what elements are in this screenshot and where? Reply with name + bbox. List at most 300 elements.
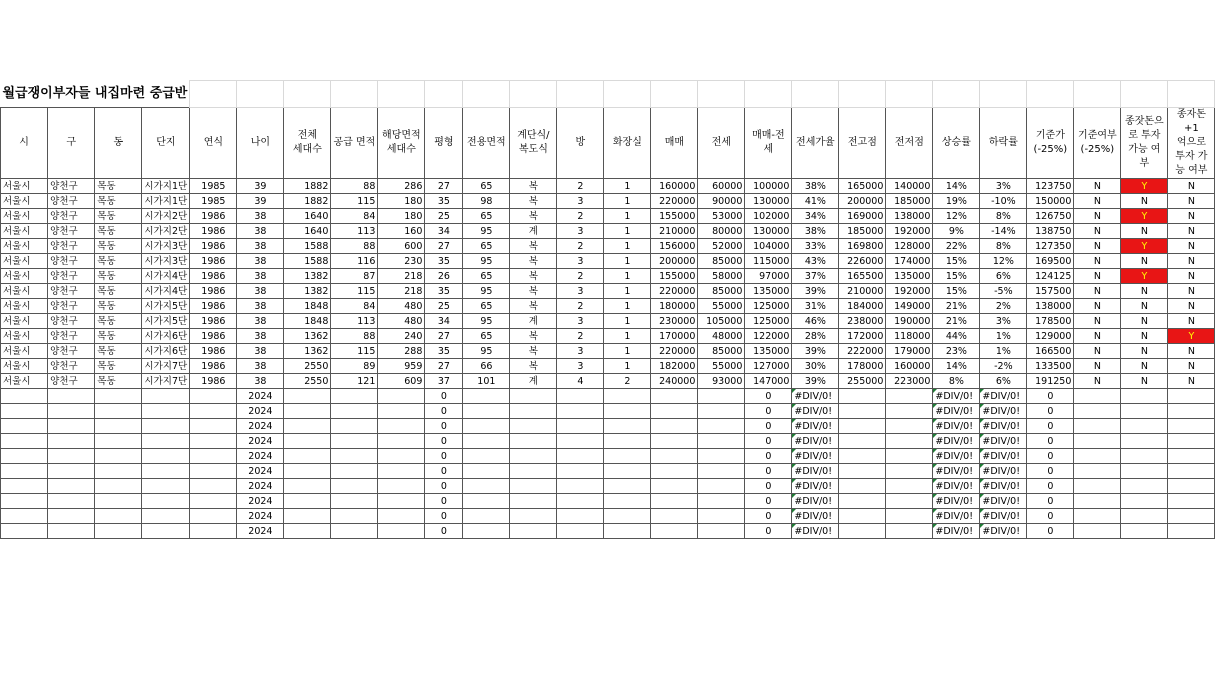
column-header[interactable]: 전저점 (886, 108, 933, 179)
cell[interactable]: 138000 (1027, 299, 1074, 314)
cell[interactable]: #DIV/0! (792, 419, 839, 434)
cell[interactable]: 220000 (651, 284, 698, 299)
cell[interactable]: 1 (604, 194, 651, 209)
cell[interactable] (1074, 419, 1121, 434)
cell[interactable] (1121, 449, 1168, 464)
cell[interactable] (886, 389, 933, 404)
cell[interactable]: N (1168, 284, 1215, 299)
cell[interactable] (142, 434, 190, 449)
cell[interactable] (1, 464, 48, 479)
cell[interactable]: 87 (331, 269, 378, 284)
cell[interactable]: 1362 (284, 344, 331, 359)
cell[interactable]: N (1121, 299, 1168, 314)
cell[interactable]: N (1074, 284, 1121, 299)
cell[interactable]: #DIV/0! (933, 419, 980, 434)
cell[interactable]: 2 (557, 329, 604, 344)
cell[interactable] (463, 524, 510, 539)
cell[interactable]: 1% (980, 344, 1027, 359)
cell[interactable]: 25 (425, 299, 463, 314)
cell[interactable]: 1986 (190, 299, 237, 314)
cell[interactable] (1168, 404, 1215, 419)
cell[interactable] (378, 389, 425, 404)
cell[interactable]: N (1074, 374, 1121, 389)
cell[interactable]: 0 (745, 404, 792, 419)
cell[interactable] (510, 509, 557, 524)
cell[interactable]: 0 (1027, 419, 1074, 434)
column-header[interactable]: 전세가율 (792, 108, 839, 179)
cell[interactable]: 218 (378, 269, 425, 284)
cell[interactable]: #DIV/0! (980, 434, 1027, 449)
cell[interactable] (651, 404, 698, 419)
cell[interactable]: 0 (1027, 494, 1074, 509)
cell[interactable]: 1986 (190, 284, 237, 299)
cell[interactable]: 255000 (839, 374, 886, 389)
cell[interactable] (1, 404, 48, 419)
cell[interactable] (886, 419, 933, 434)
cell[interactable]: 12% (933, 209, 980, 224)
cell[interactable]: N (1121, 359, 1168, 374)
cell[interactable] (1, 524, 48, 539)
cell[interactable]: 1986 (190, 344, 237, 359)
cell[interactable]: 계 (510, 224, 557, 239)
cell[interactable]: 복 (510, 194, 557, 209)
cell[interactable] (1168, 524, 1215, 539)
cell[interactable]: #DIV/0! (792, 509, 839, 524)
cell[interactable]: 서울시 (1, 344, 48, 359)
cell[interactable] (839, 389, 886, 404)
cell[interactable]: N (1121, 224, 1168, 239)
cell[interactable]: 60000 (698, 179, 745, 194)
column-header[interactable]: 평형 (425, 108, 463, 179)
cell[interactable] (1168, 389, 1215, 404)
cell[interactable] (651, 419, 698, 434)
cell[interactable]: 33% (792, 239, 839, 254)
cell[interactable]: 8% (980, 239, 1027, 254)
cell[interactable] (190, 449, 237, 464)
cell[interactable]: 34% (792, 209, 839, 224)
cell[interactable] (48, 419, 95, 434)
cell[interactable]: 0 (425, 419, 463, 434)
cell[interactable]: 0 (745, 509, 792, 524)
cell[interactable]: N (1168, 239, 1215, 254)
cell[interactable]: N (1074, 359, 1121, 374)
cell[interactable]: 0 (1027, 389, 1074, 404)
cell[interactable] (557, 404, 604, 419)
cell[interactable]: 37% (792, 269, 839, 284)
cell[interactable]: 38 (237, 344, 284, 359)
cell[interactable] (331, 434, 378, 449)
cell[interactable]: 55000 (698, 359, 745, 374)
cell[interactable]: 155000 (651, 209, 698, 224)
cell[interactable]: 0 (745, 524, 792, 539)
cell[interactable] (839, 524, 886, 539)
column-header[interactable]: 종잣돈으 로 투자 가능 여 부 (1121, 108, 1168, 179)
cell[interactable]: 1882 (284, 179, 331, 194)
column-header[interactable]: 매매 (651, 108, 698, 179)
cell[interactable]: 182000 (651, 359, 698, 374)
cell[interactable] (886, 509, 933, 524)
cell[interactable]: 35 (425, 194, 463, 209)
cell[interactable]: 서울시 (1, 299, 48, 314)
cell[interactable]: 3 (557, 344, 604, 359)
cell[interactable]: 0 (1027, 404, 1074, 419)
cell[interactable]: 2024 (237, 449, 284, 464)
cell[interactable]: 115 (331, 344, 378, 359)
cell[interactable] (698, 479, 745, 494)
cell[interactable]: 191250 (1027, 374, 1074, 389)
cell[interactable] (698, 494, 745, 509)
cell[interactable]: 38 (237, 209, 284, 224)
cell[interactable]: #DIV/0! (933, 524, 980, 539)
cell[interactable] (698, 419, 745, 434)
cell[interactable]: #DIV/0! (980, 464, 1027, 479)
cell[interactable]: #DIV/0! (792, 479, 839, 494)
cell[interactable] (698, 404, 745, 419)
cell[interactable]: 138000 (886, 209, 933, 224)
cell[interactable]: 157500 (1027, 284, 1074, 299)
cell[interactable]: 1 (604, 299, 651, 314)
cell[interactable]: N (1168, 254, 1215, 269)
cell[interactable]: 125000 (745, 314, 792, 329)
cell[interactable] (190, 404, 237, 419)
cell[interactable] (284, 389, 331, 404)
cell[interactable]: 192000 (886, 224, 933, 239)
cell[interactable]: 147000 (745, 374, 792, 389)
cell[interactable] (331, 419, 378, 434)
cell[interactable] (510, 449, 557, 464)
cell[interactable]: 53000 (698, 209, 745, 224)
cell[interactable]: #DIV/0! (980, 479, 1027, 494)
cell[interactable]: 0 (745, 479, 792, 494)
cell[interactable]: 21% (933, 314, 980, 329)
cell[interactable]: 4 (557, 374, 604, 389)
cell[interactable]: N (1121, 344, 1168, 359)
cell[interactable] (1074, 434, 1121, 449)
cell[interactable] (557, 494, 604, 509)
cell[interactable]: 180 (378, 194, 425, 209)
cell[interactable]: 127000 (745, 359, 792, 374)
cell[interactable]: 양천구 (48, 374, 95, 389)
cell[interactable]: 95 (463, 344, 510, 359)
cell[interactable]: 양천구 (48, 224, 95, 239)
cell[interactable]: 양천구 (48, 194, 95, 209)
cell[interactable]: 복 (510, 179, 557, 194)
cell[interactable]: 서울시 (1, 314, 48, 329)
cell[interactable]: 125000 (745, 299, 792, 314)
cell[interactable] (284, 464, 331, 479)
sheet-title[interactable]: 월급쟁이부자들 내집마련 중급반 (2, 86, 188, 102)
cell[interactable]: 27 (425, 359, 463, 374)
cell[interactable]: 169000 (839, 209, 886, 224)
cell[interactable] (604, 449, 651, 464)
cell[interactable]: 27 (425, 239, 463, 254)
cell[interactable] (48, 524, 95, 539)
cell[interactable]: 목동 (95, 284, 142, 299)
cell[interactable]: 39% (792, 344, 839, 359)
column-header[interactable]: 전세 (698, 108, 745, 179)
cell[interactable]: 52000 (698, 239, 745, 254)
cell[interactable]: Y (1121, 209, 1168, 224)
column-header[interactable]: 기준가 (-25%) (1027, 108, 1074, 179)
cell[interactable] (463, 434, 510, 449)
cell[interactable]: 184000 (839, 299, 886, 314)
cell[interactable]: 2024 (237, 389, 284, 404)
cell[interactable] (95, 449, 142, 464)
cell[interactable] (378, 479, 425, 494)
cell[interactable]: -5% (980, 284, 1027, 299)
cell[interactable]: 58000 (698, 269, 745, 284)
cell[interactable]: 288 (378, 344, 425, 359)
cell[interactable] (510, 404, 557, 419)
cell[interactable] (331, 389, 378, 404)
cell[interactable]: 양천구 (48, 344, 95, 359)
cell[interactable] (651, 494, 698, 509)
cell[interactable] (839, 509, 886, 524)
cell[interactable] (1121, 509, 1168, 524)
cell[interactable]: 목동 (95, 359, 142, 374)
cell[interactable]: #DIV/0! (933, 494, 980, 509)
cell[interactable]: 135000 (745, 284, 792, 299)
cell[interactable]: 복 (510, 284, 557, 299)
cell[interactable]: 98 (463, 194, 510, 209)
cell[interactable]: N (1074, 179, 1121, 194)
cell[interactable]: 210000 (839, 284, 886, 299)
cell[interactable] (190, 509, 237, 524)
cell[interactable]: 1382 (284, 284, 331, 299)
cell[interactable]: 101 (463, 374, 510, 389)
cell[interactable] (48, 464, 95, 479)
cell[interactable]: 1 (604, 254, 651, 269)
cell[interactable]: 8% (980, 209, 1027, 224)
cell[interactable]: #DIV/0! (792, 494, 839, 509)
cell[interactable] (651, 449, 698, 464)
cell[interactable]: 0 (1027, 464, 1074, 479)
cell[interactable]: -10% (980, 194, 1027, 209)
column-header[interactable]: 화장실 (604, 108, 651, 179)
cell[interactable]: 65 (463, 269, 510, 284)
cell[interactable]: 시가지7단 (142, 374, 190, 389)
cell[interactable]: 84 (331, 299, 378, 314)
cell[interactable]: 복 (510, 329, 557, 344)
column-header[interactable]: 전용면적 (463, 108, 510, 179)
cell[interactable]: 37 (425, 374, 463, 389)
cell[interactable] (331, 464, 378, 479)
cell[interactable]: 25 (425, 209, 463, 224)
cell[interactable]: 목동 (95, 239, 142, 254)
cell[interactable] (604, 524, 651, 539)
cell[interactable]: #DIV/0! (933, 509, 980, 524)
cell[interactable]: 113 (331, 314, 378, 329)
cell[interactable]: 38% (792, 224, 839, 239)
cell[interactable]: 1848 (284, 299, 331, 314)
cell[interactable]: 123750 (1027, 179, 1074, 194)
cell[interactable] (1074, 494, 1121, 509)
cell[interactable] (510, 494, 557, 509)
cell[interactable] (698, 464, 745, 479)
column-header[interactable]: 나이 (237, 108, 284, 179)
cell[interactable]: 2550 (284, 359, 331, 374)
cell[interactable]: 0 (745, 449, 792, 464)
cell[interactable]: 0 (1027, 509, 1074, 524)
cell[interactable]: 178500 (1027, 314, 1074, 329)
cell[interactable]: 2 (557, 239, 604, 254)
cell[interactable]: 190000 (886, 314, 933, 329)
cell[interactable]: 목동 (95, 344, 142, 359)
cell[interactable]: 959 (378, 359, 425, 374)
cell[interactable]: 15% (933, 254, 980, 269)
cell[interactable]: 시가지1단 (142, 179, 190, 194)
cell[interactable]: 21% (933, 299, 980, 314)
cell[interactable]: 135000 (745, 344, 792, 359)
cell[interactable] (557, 389, 604, 404)
cell[interactable]: N (1074, 254, 1121, 269)
cell[interactable] (190, 524, 237, 539)
column-header[interactable]: 단지 (142, 108, 190, 179)
cell[interactable]: 38% (792, 179, 839, 194)
cell[interactable]: #DIV/0! (980, 419, 1027, 434)
cell[interactable]: 1848 (284, 314, 331, 329)
cell[interactable] (378, 509, 425, 524)
cell[interactable]: 6% (980, 374, 1027, 389)
cell[interactable]: 200000 (651, 254, 698, 269)
cell[interactable] (839, 479, 886, 494)
cell[interactable]: 2024 (237, 434, 284, 449)
cell[interactable]: 95 (463, 314, 510, 329)
cell[interactable]: 22% (933, 239, 980, 254)
cell[interactable]: 95 (463, 224, 510, 239)
cell[interactable]: N (1074, 209, 1121, 224)
cell[interactable]: 2024 (237, 464, 284, 479)
cell[interactable] (142, 509, 190, 524)
cell[interactable] (604, 479, 651, 494)
cell[interactable]: #DIV/0! (792, 389, 839, 404)
cell[interactable]: N (1168, 344, 1215, 359)
cell[interactable]: #DIV/0! (933, 434, 980, 449)
cell[interactable] (651, 524, 698, 539)
cell[interactable]: 105000 (698, 314, 745, 329)
cell[interactable]: 3 (557, 224, 604, 239)
cell[interactable]: 2 (557, 299, 604, 314)
cell[interactable]: 서울시 (1, 254, 48, 269)
cell[interactable] (190, 419, 237, 434)
cell[interactable]: 0 (425, 494, 463, 509)
cell[interactable]: 9% (933, 224, 980, 239)
cell[interactable] (839, 494, 886, 509)
cell[interactable]: 185000 (839, 224, 886, 239)
cell[interactable]: 65 (463, 239, 510, 254)
cell[interactable] (142, 479, 190, 494)
cell[interactable]: 목동 (95, 269, 142, 284)
cell[interactable] (284, 524, 331, 539)
cell[interactable] (284, 509, 331, 524)
cell[interactable]: 179000 (886, 344, 933, 359)
cell[interactable] (95, 419, 142, 434)
cell[interactable]: 93000 (698, 374, 745, 389)
cell[interactable]: 2550 (284, 374, 331, 389)
cell[interactable]: 0 (425, 524, 463, 539)
cell[interactable]: #DIV/0! (980, 389, 1027, 404)
cell[interactable] (48, 404, 95, 419)
cell[interactable]: 180 (378, 209, 425, 224)
cell[interactable]: 양천구 (48, 254, 95, 269)
cell[interactable]: 양천구 (48, 299, 95, 314)
cell[interactable]: 38 (237, 269, 284, 284)
cell[interactable]: 목동 (95, 224, 142, 239)
cell[interactable] (510, 479, 557, 494)
cell[interactable]: 185000 (886, 194, 933, 209)
cell[interactable] (839, 464, 886, 479)
cell[interactable] (331, 404, 378, 419)
cell[interactable]: 0 (745, 389, 792, 404)
cell[interactable]: 38 (237, 239, 284, 254)
cell[interactable]: 38 (237, 374, 284, 389)
cell[interactable]: 1 (604, 179, 651, 194)
cell[interactable]: 목동 (95, 329, 142, 344)
cell[interactable]: 100000 (745, 179, 792, 194)
cell[interactable] (48, 449, 95, 464)
cell[interactable]: N (1168, 359, 1215, 374)
cell[interactable]: N (1168, 374, 1215, 389)
cell[interactable]: 23% (933, 344, 980, 359)
cell[interactable]: 238000 (839, 314, 886, 329)
cell[interactable]: 0 (745, 434, 792, 449)
cell[interactable]: 34 (425, 314, 463, 329)
cell[interactable]: 35 (425, 344, 463, 359)
cell[interactable] (651, 389, 698, 404)
cell[interactable]: 1986 (190, 224, 237, 239)
cell[interactable] (48, 494, 95, 509)
cell[interactable]: 89 (331, 359, 378, 374)
cell[interactable]: 1986 (190, 269, 237, 284)
cell[interactable]: 160000 (886, 359, 933, 374)
cell[interactable]: 26 (425, 269, 463, 284)
cell[interactable] (190, 494, 237, 509)
cell[interactable] (886, 434, 933, 449)
cell[interactable]: 0 (1027, 479, 1074, 494)
cell[interactable]: 양천구 (48, 269, 95, 284)
cell[interactable]: 1986 (190, 359, 237, 374)
cell[interactable]: 1 (604, 284, 651, 299)
cell[interactable]: 3 (557, 359, 604, 374)
cell[interactable]: 시가지6단 (142, 329, 190, 344)
cell[interactable] (557, 449, 604, 464)
cell[interactable]: 174000 (886, 254, 933, 269)
cell[interactable] (378, 494, 425, 509)
cell[interactable] (557, 419, 604, 434)
cell[interactable] (190, 479, 237, 494)
cell[interactable]: 0 (1027, 449, 1074, 464)
cell[interactable]: 220000 (651, 344, 698, 359)
cell[interactable]: 230 (378, 254, 425, 269)
cell[interactable] (1121, 464, 1168, 479)
cell[interactable] (1, 449, 48, 464)
cell[interactable]: 15% (933, 284, 980, 299)
cell[interactable]: Y (1121, 269, 1168, 284)
cell[interactable] (463, 479, 510, 494)
cell[interactable] (557, 479, 604, 494)
cell[interactable]: 양천구 (48, 329, 95, 344)
cell[interactable]: 38 (237, 224, 284, 239)
column-header[interactable]: 종자돈+1 억으로 투자 가 능 여부 (1168, 108, 1215, 179)
cell[interactable]: 34 (425, 224, 463, 239)
column-header[interactable]: 구 (48, 108, 95, 179)
cell[interactable]: N (1168, 314, 1215, 329)
cell[interactable]: 230000 (651, 314, 698, 329)
cell[interactable]: 시가지4단 (142, 269, 190, 284)
cell[interactable] (190, 464, 237, 479)
cell[interactable] (1074, 449, 1121, 464)
cell[interactable]: N (1168, 179, 1215, 194)
